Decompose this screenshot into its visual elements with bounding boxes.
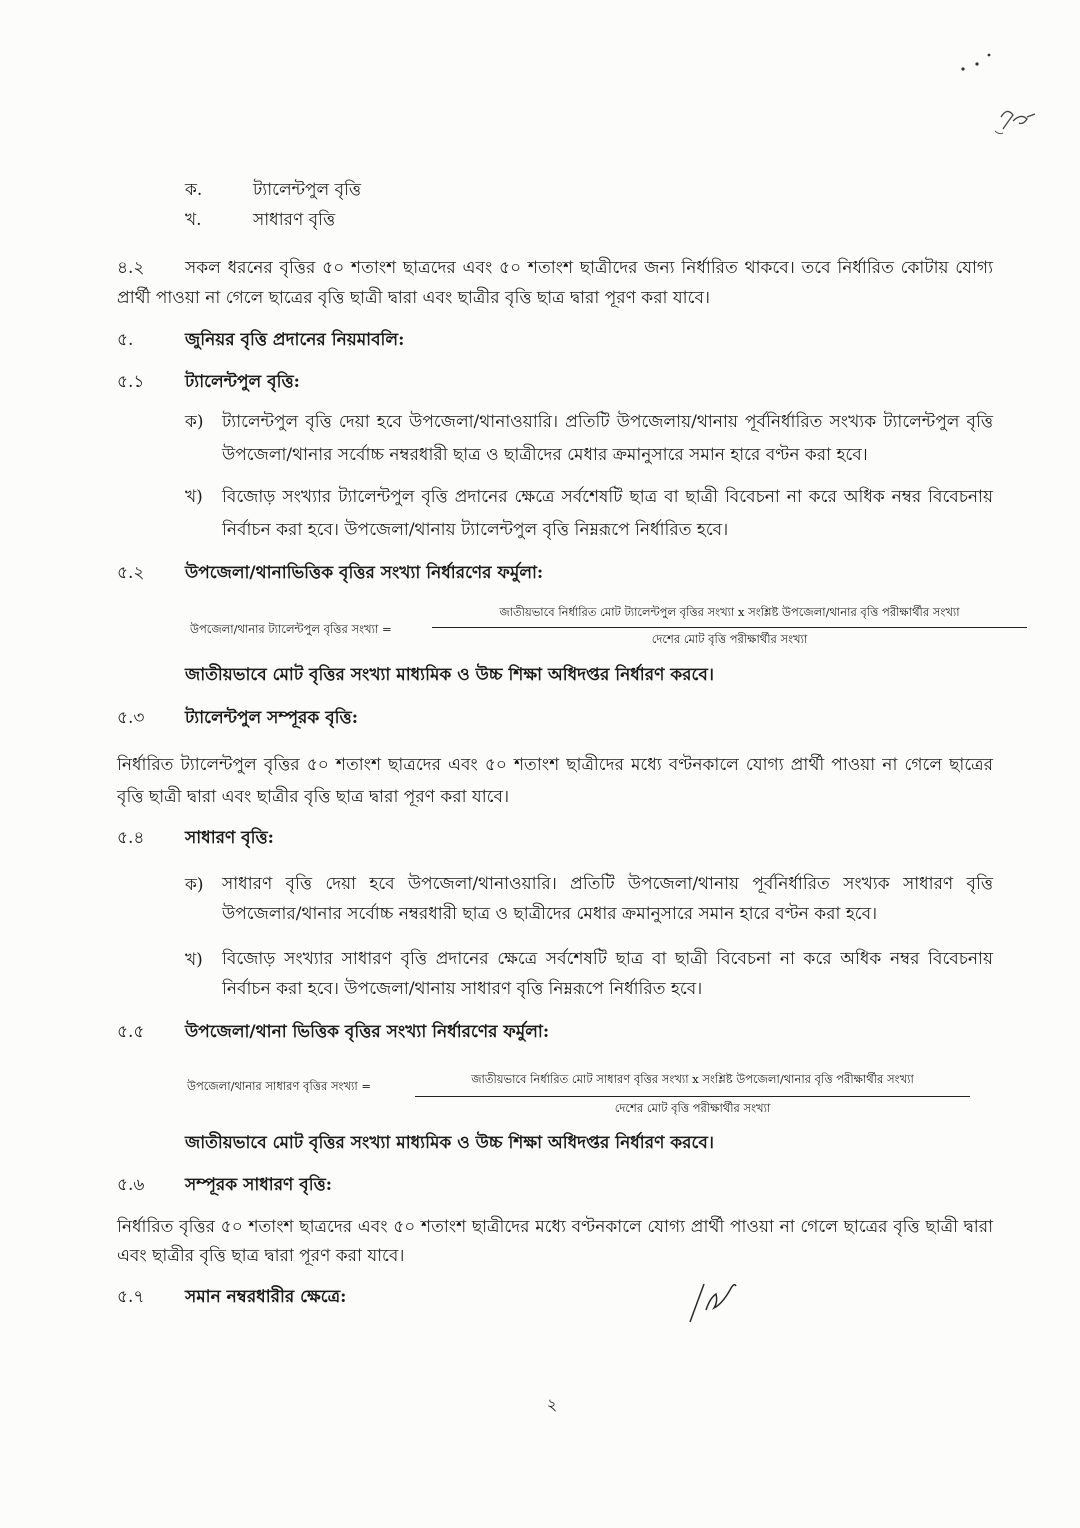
formula-denominator: দেশের মোট বৃত্তি পরীক্ষার্থীর সংখ্যা: [614, 1101, 771, 1115]
section-number: ৫.২: [117, 563, 145, 583]
item-marker: ক): [185, 875, 204, 895]
item-marker: খ): [185, 950, 203, 970]
list-item-text: সাধারণ বৃত্তি: [253, 210, 336, 230]
formula-lhs: উপজেলা/থানার ট্যালেন্টপুল বৃত্তির সংখ্যা =: [190, 622, 392, 636]
section-number: ৫.৬: [117, 1175, 145, 1195]
section-title: সম্পূরক সাধারণ বৃত্তি:: [185, 1175, 333, 1195]
page-number: ২: [546, 1395, 558, 1414]
section-title: ট্যালেন্টপুল বৃত্তি:: [185, 372, 300, 392]
section-title: উপজেলা/থানা ভিত্তিক বৃত্তির সংখ্যা নির্ধারণের ফর্মুলা:: [185, 1022, 550, 1042]
section-number: ৫.৪: [117, 828, 145, 848]
section-title: ট্যালেন্টপুল সম্পূরক বৃত্তি:: [185, 708, 358, 728]
section-paragraph: সকল ধরনের বৃত্তির ৫০ শতাংশ ছাত্রদের এবং ৫০ শতাংশ ছাত্রীদের জন্য নির্ধারিত থাকবে। তবে নির্ধারিত কোটায় যোগ্য প্রার্থী পাওয়া না গেলে ছাত্রের বৃত্তি ছাত্রী দ্বারা এবং ছাত্রীর বৃত্তি ছাত্র দ্বারা পূরণ করা যাবে।: [117, 258, 993, 308]
section-number: ৫.৫: [117, 1022, 145, 1042]
item-paragraph: সাধারণ বৃত্তি দেয়া হবে উপজেলা/থানাওয়ারি। প্রতিটি উপজেলা/থানায় পূর্বনির্ধারিত সংখ্যক সাধারণ বৃত্তি উপজেলার/থানার সর্বোচ্চ নম্বরধারী ছাত্র ও ছাত্রীদের মেধার ক্রমানুসারে সমান হারে বণ্টন করা হবে।: [222, 874, 993, 924]
section-title: সাধারণ বৃত্তি:: [185, 828, 274, 848]
list-marker: ক.: [185, 180, 203, 200]
item-marker: ক): [185, 412, 204, 432]
formula-numerator: জাতীয়ভাবে নির্ধারিত মোট সাধারণ বৃত্তির সংখ্যা x সংশ্লিষ্ট উপজেলা/থানার বৃত্তি পরীক্ষার্থীর সংখ্যা: [471, 1072, 914, 1086]
fraction-line: [415, 1096, 970, 1097]
section-number: ৫.৭: [117, 1287, 145, 1307]
section-title: সমান নম্বরধারীর ক্ষেত্রে:: [185, 1287, 347, 1307]
fraction-line: [432, 627, 1027, 628]
section-number: ৪.২: [117, 258, 145, 278]
item-paragraph: ট্যালেন্টপুল বৃত্তি দেয়া হবে উপজেলা/থানাওয়ারি। প্রতিটি উপজেলায়/থানায় পূর্বনির্ধারিত সংখ্যক ট্যালেন্টপুল বৃত্তি উপজেলা/থানার সর্বোচ্চ নম্বরধারী ছাত্র ও ছাত্রীদের মেধার ক্রমানুসারে সমান হারে বণ্টন করা হবে।: [222, 412, 993, 465]
section-number: ৫.: [117, 330, 134, 350]
item-marker: খ): [185, 487, 203, 507]
section-number: ৫.৩: [117, 708, 145, 728]
handwritten-initials: [680, 1270, 750, 1330]
formula-note: জাতীয়ভাবে মোট বৃত্তির সংখ্যা মাধ্যমিক ও উচ্চ শিক্ষা অধিদপ্তর নির্ধারণ করবে।: [185, 665, 714, 685]
list-marker: খ.: [185, 210, 202, 230]
section-title: জুনিয়র বৃত্তি প্রদানের নিয়মাবলি:: [185, 330, 405, 350]
formula-numerator: জাতীয়ভাবে নির্ধারিত মোট ট্যালেন্টপুল বৃত্তির সংখ্যা x সংশ্লিষ্ট উপজেলা/থানার বৃত্তি পরীক্ষার্থীর সংখ্যা: [499, 605, 960, 619]
handwritten-mark-top: [955, 45, 1045, 145]
list-item-text: ট্যালেন্টপুল বৃত্তি: [253, 180, 362, 200]
formula-lhs: উপজেলা/থানার সাধারণ বৃত্তির সংখ্যা =: [187, 1079, 372, 1093]
formula-note: জাতীয়ভাবে মোট বৃত্তির সংখ্যা মাধ্যমিক ও উচ্চ শিক্ষা অধিদপ্তর নির্ধারণ করবে।: [185, 1133, 714, 1153]
section-paragraph: নির্ধারিত ট্যালেন্টপুল বৃত্তির ৫০ শতাংশ ছাত্রদের এবং ৫০ শতাংশ ছাত্রীদের মধ্যে বণ্টনকালে যোগ্য প্রার্থী পাওয়া না গেলে ছাত্রের বৃত্তি ছাত্রী দ্বারা এবং ছাত্রীর বৃত্তি ছাত্র দ্বারা পূরণ করা যাবে।: [117, 755, 993, 807]
section-number: ৫.১: [117, 372, 145, 392]
item-paragraph: বিজোড় সংখ্যার সাধারণ বৃত্তি প্রদানের ক্ষেত্রে সর্বশেষটি ছাত্র বা ছাত্রী বিবেচনা না করে অধিক নম্বর বিবেচনায় নির্বাচন করা হবে। উপজেলা/থানায় সাধারণ বৃত্তি নিম্নরূপে নির্ধারিত হবে।: [222, 949, 993, 999]
section-title: উপজেলা/থানাভিত্তিক বৃত্তির সংখ্যা নির্ধারণের ফর্মুলা:: [185, 563, 544, 583]
section-paragraph: নির্ধারিত বৃত্তির ৫০ শতাংশ ছাত্রদের এবং ৫০ শতাংশ ছাত্রীদের মধ্যে বণ্টনকালে যোগ্য প্রার্থী পাওয়া না গেলে ছাত্রের বৃত্তি ছাত্রী দ্বারা এবং ছাত্রীর বৃত্তি ছাত্র দ্বারা পূরণ করা যাবে।: [117, 1217, 993, 1266]
item-paragraph: বিজোড় সংখ্যার ট্যালেন্টপুল বৃত্তি প্রদানের ক্ষেত্রে সর্বশেষটি ছাত্র বা ছাত্রী বিবেচনা না করে অধিক নম্বর বিবেচনায় নির্বাচন করা হবে। উপজেলা/থানায় ট্যালেন্টপুল বৃত্তি নিম্নরূপে নির্ধারিত হবে।: [222, 487, 993, 540]
formula-denominator: দেশের মোট বৃত্তি পরীক্ষার্থীর সংখ্যা: [651, 632, 808, 646]
